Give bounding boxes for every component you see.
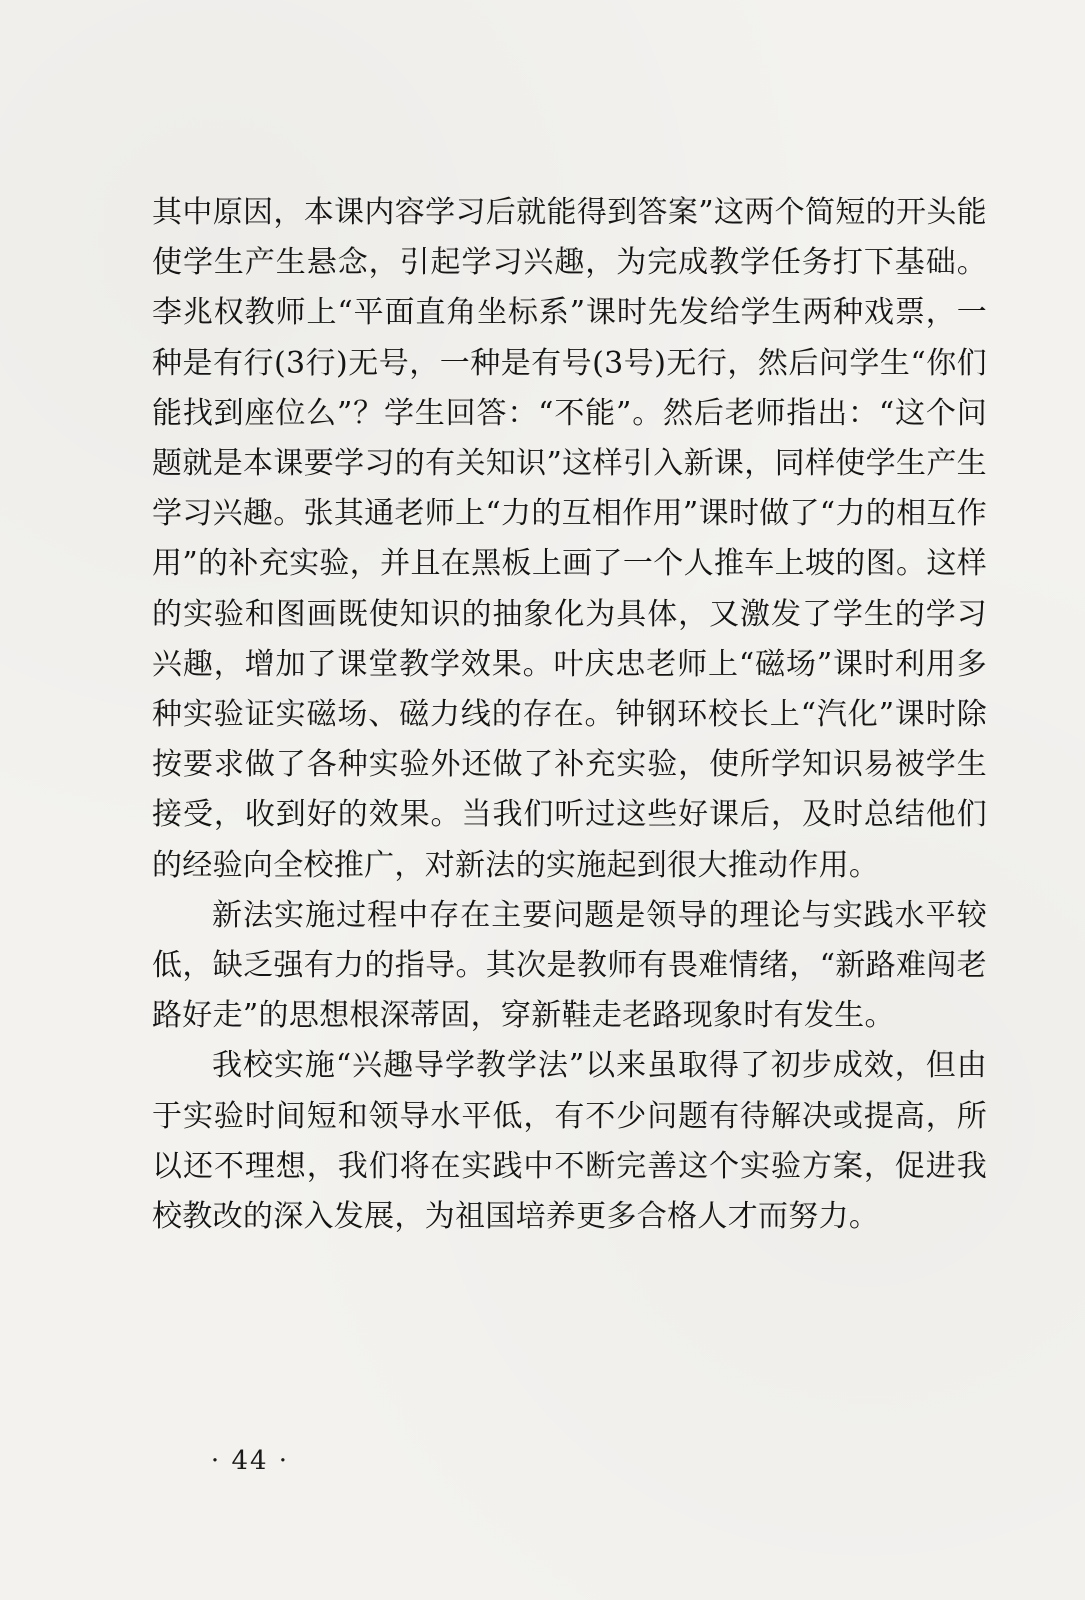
paragraph-2: 新法实施过程中存在主要问题是领导的理论与实践水平较低，缺乏强有力的指导。其次是教师有畏难情绪，“新路难闯老路好走”的思想根深蒂固，穿新鞋走老路现象时有发生。 [152, 897, 987, 1034]
body-text [152, 188, 987, 1242]
paragraph-1: 其中原因，本课内容学习后就能得到答案”这两个简短的开头能使学生产生悬念，引起学习兴趣，为完成教学任务打下基础。李兆权教师上“平面直角坐标系”课时先发给学生两种戏票，一种是有行(3行)无号，一种是有号(3号)无行，然后问学生“你们能找到座位么”？学生回答：“不能”。然后老师指出：“这个问题就是本课要学习的有关知识”这样引入新课，同样使学生产生学习兴趣。张其通老师上“力的互相作用”课时做了“力的相互作用”的补充实验，并且在黑板上画了一个人推车上坡的图。这样的实验和图画既使知识的抽象化为具体，又激发了学生的学习兴趣，增加了课堂教学效果。叶庆忠老师上“磁场”课时利用多种实验证实磁场、磁力线的存在。钟钢环校长上“汽化”课时除按要求做了各种实验外还做了补充实验，使所学知识易被学生接受，收到好的效果。当我们听过这些好课后，及时总结他们的经验向全校推广，对新法的实施起到很大推动作用。 [152, 195, 987, 883]
page-number: · 44 · [210, 1446, 290, 1476]
paragraph-3: 我校实施“兴趣导学教学法”以来虽取得了初步成效，但由于实验时间短和领导水平低，有不少问题有待解决或提高，所以还不理想，我们将在实践中不断完善这个实验方案，促进我校教改的深入发展，为祖国培养更多合格人才而努力。 [152, 1048, 987, 1235]
